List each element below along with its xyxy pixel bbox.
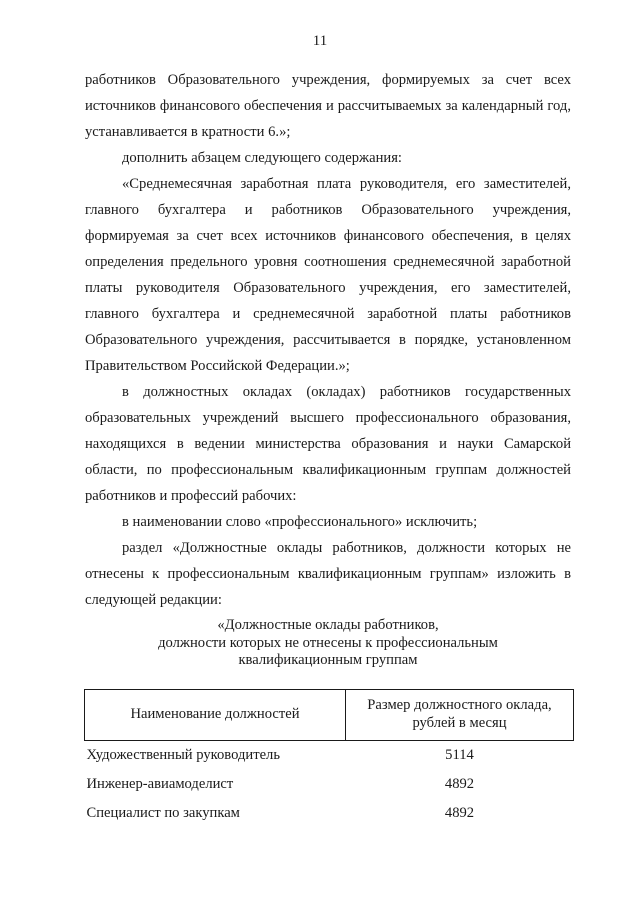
salary-table bbox=[84, 689, 574, 828]
section-title-line: квалификационным группам bbox=[238, 652, 418, 668]
page-number: 11 bbox=[312, 33, 328, 49]
paragraph-quoted-clause: «Среднемесячная заработная плата руководителя, его заместителей, главного бухгалтера и работников Образовательного учреждения, формируемая за счет всех источников финансового обеспечения, в целях определения предельного уровня соотношения среднемесячной заработной платы руководителя Образовательного учреждения, его заместителей, главного бухгалтера и среднемесячной заработной платы работников Образовательного учреждения, рассчитывается в порядке, установленном Правительством Российской Федерации.»; bbox=[85, 176, 571, 374]
paragraph-section-replace: раздел «Должностные оклады работников, должности которых не отнесены к профессиональным квалификационным группам» изложить в следующей редакции: bbox=[85, 540, 571, 608]
cell-salary: 4892 bbox=[444, 805, 475, 821]
table-row bbox=[85, 770, 574, 799]
column-header-salary: Размер должностного оклада, рублей в месяц bbox=[346, 690, 574, 741]
table-row bbox=[85, 799, 574, 828]
paragraph-add-clause: дополнить абзацем следующего содержания: bbox=[122, 150, 402, 166]
section-title-line: «Должностные оклады работников, bbox=[217, 617, 439, 633]
cell-salary: 5114 bbox=[445, 747, 474, 763]
section-title-line: должности которых не отнесены к профессиональным bbox=[158, 634, 498, 651]
table-row bbox=[85, 741, 574, 771]
paragraph-rename-instruction: в наименовании слово «профессионального» исключить; bbox=[122, 514, 478, 530]
paragraph-continuation: работников Образовательного учреждения, формируемых за счет всех источников финансового обеспечения и рассчитываемых за календарный год, устанавливается в кратности 6.»; bbox=[85, 72, 571, 140]
table-header-row bbox=[85, 690, 574, 741]
cell-salary: 4892 bbox=[444, 776, 475, 792]
document-body bbox=[85, 67, 571, 613]
column-header-position: Наименование должностей bbox=[85, 690, 346, 741]
cell-position: Инженер-авиамоделист bbox=[86, 776, 234, 792]
cell-position: Специалист по закупкам bbox=[86, 805, 240, 821]
section-title bbox=[85, 617, 571, 670]
cell-position: Художественный руководитель bbox=[86, 747, 280, 763]
paragraph-salaries-section: в должностных окладах (окладах) работников государственных образовательных учреждений высшего профессионального образования, находящихся в ведении министерства образования и науки Самарской области, по профессиональным квалификационным группам должностей работников и профессий рабочих: bbox=[85, 384, 571, 504]
